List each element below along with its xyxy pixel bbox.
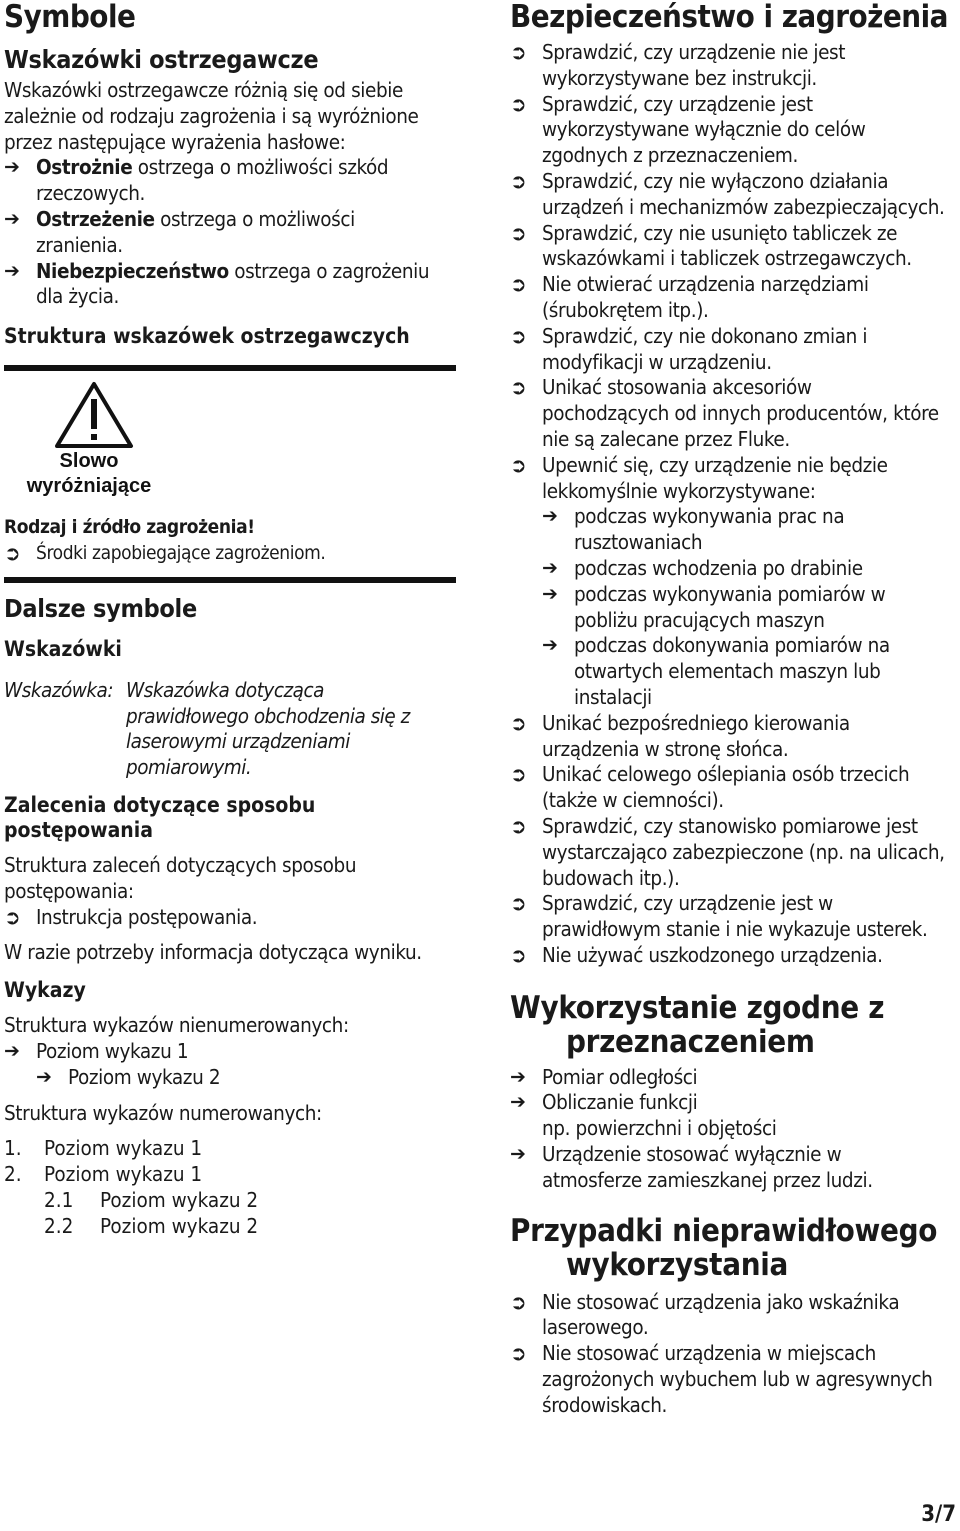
list-item: ➲ Unikać celowego oślepiania osób trzecich (także w ciemności). — [510, 762, 910, 813]
list-item: ➲ Sprawdzić, czy nie dokonano zmian i modyfikacji w urządzeniu. — [510, 323, 868, 374]
safety-list — [510, 40, 958, 969]
signal-word-list — [4, 155, 456, 310]
circle-arrow-icon: ➲ — [510, 323, 527, 348]
list-item: ➲ Unikać bezpośredniego kierowania urządzenia w stronę słońca. — [510, 710, 850, 761]
list-item: ➔ podczas wchodzenia po drabinie — [542, 555, 863, 580]
right-column — [510, 0, 958, 1419]
prevention-item: ➲ Środki zapobiegające zagrożeniom. — [4, 540, 326, 565]
circle-arrow-icon: ➲ — [510, 891, 527, 916]
list-item: ➲ Nie stosować urządzenia w miejscach zagrożonych wybuchem lub w agresywnych środowiskach. — [510, 1341, 933, 1417]
list-item: ➔ podczas wykonywania pomiarów w pobliżu pracujących maszyn — [542, 581, 886, 632]
arrow-icon: ➔ — [4, 259, 20, 282]
signal-word-item: ➔ Ostrożnie ostrzega o możliwości szkód rzeczowych. — [4, 155, 389, 206]
list-item: ➲ Upewnić się, czy urządzenie nie będzie lekkomyślnie wykorzystywane: — [510, 452, 888, 503]
circle-arrow-icon: ➲ — [510, 762, 527, 787]
arrow-icon: ➔ — [542, 634, 558, 657]
arrow-icon: ➔ — [510, 1065, 526, 1088]
list-item: ➔ Poziom wykazu 2 — [36, 1064, 221, 1089]
list-item: ➲ Nie używać uszkodzonego urządzenia. — [510, 942, 883, 967]
more-symbols-heading: Dalsze symbole — [4, 593, 197, 623]
note-label: Wskazówka: — [4, 677, 114, 702]
list-item: 2.2 Poziom wykazu 2 — [44, 1213, 259, 1238]
divider — [4, 577, 456, 583]
arrow-icon: ➔ — [4, 1039, 20, 1062]
hazard-text: Rodzaj i źródło zagrożenia! — [4, 516, 255, 539]
list-item: ➲ Sprawdzić, czy urządzenie nie jest wykorzystywane bez instrukcji. — [510, 40, 846, 90]
arrow-icon: ➔ — [542, 556, 558, 579]
list-item: ➲ Sprawdzić, czy nie usunięto tabliczek ze wskazówkami i tabliczek ostrzegawczych. — [510, 220, 912, 271]
misuse-heading: Przypadki nieprawidłowego wykorzystania — [510, 1212, 938, 1283]
structure-heading: Struktura wskazówek ostrzegawczych — [4, 324, 410, 349]
notes-heading: Wskazówki — [4, 636, 122, 661]
list-item: ➲ Nie stosować urządzenia jako wskaźnika laserowego. — [510, 1289, 900, 1340]
result-text: W razie potrzeby informacja dotycząca wyniku. — [4, 940, 422, 965]
signal-word-item: ➔ Ostrzeżenie ostrzega o możliwości zranienia. — [4, 206, 355, 257]
list-item: ➲ Sprawdzić, czy stanowisko pomiarowe jest wystarczająco zabezpieczone (np. na ulicach, budowach itp.). — [510, 813, 945, 890]
intended-use-list — [510, 1065, 958, 1194]
warning-example — [4, 371, 456, 521]
lists-heading: Wykazy — [4, 978, 86, 1003]
warnings-intro: Wskazówki ostrzegawcze różnią się od siebie zależnie od rodzaju zagrożenia i są wyróżnione przez następujące wyrażenia hasłowe: — [4, 78, 419, 154]
instructions-intro: Struktura zaleceń dotyczących sposobu postępowania: — [4, 852, 357, 903]
safety-heading: Bezpieczeństwo i zagrożenia — [510, 0, 948, 35]
instruction-item: ➲ Instrukcja postępowania. — [4, 904, 258, 929]
circle-arrow-icon: ➲ — [510, 452, 527, 477]
list-item: ➲ Sprawdzić, czy nie wyłączono działania urządzeń i mechanizmów zabezpieczających. — [510, 168, 945, 219]
note-example — [4, 678, 456, 781]
list-item: ➔ Poziom wykazu 1 — [4, 1038, 189, 1063]
list-item: ➲ Unikać stosowania akcesoriów pochodzących od innych producentów, które nie są zalecane przez Fluke. — [510, 375, 939, 451]
signal-word-label: Slowo wyróżniające — [26, 450, 152, 498]
circle-arrow-icon: ➲ — [510, 1289, 527, 1314]
circle-arrow-icon: ➲ — [510, 710, 527, 735]
circle-arrow-icon: ➲ — [510, 813, 527, 838]
circle-arrow-icon: ➲ — [510, 40, 527, 64]
list-item: ➔ podczas dokonywania pomiarów na otwartych elementach maszyn lub instalacji — [542, 633, 890, 709]
left-column — [4, 0, 456, 1240]
arrow-icon: ➔ — [36, 1065, 52, 1088]
list-item: 2. Poziom wykazu 1 — [4, 1162, 203, 1187]
list-item: ➔ Urządzenie stosować wyłącznie w atmosferze zamieszkanej przez ludzi. — [510, 1142, 873, 1192]
arrow-icon: ➔ — [4, 207, 20, 230]
circle-arrow-icon: ➲ — [4, 540, 21, 565]
circle-arrow-icon: ➲ — [510, 168, 527, 193]
circle-arrow-icon: ➲ — [510, 1341, 527, 1366]
list-item: 1. Poziom wykazu 1 — [4, 1136, 203, 1161]
circle-arrow-icon: ➲ — [510, 375, 527, 400]
page-number: 3/7 — [921, 1502, 956, 1527]
arrow-icon: ➔ — [542, 582, 558, 605]
signal-word-item: ➔ Niebezpieczeństwo ostrzega o zagrożeniu dla życia. — [4, 258, 430, 309]
list-item: ➔ podczas wykonywania prac na rusztowaniach — [542, 504, 845, 555]
warnings-heading: Wskazówki ostrzegawcze — [4, 45, 319, 74]
numbered-intro: Struktura wykazów numerowanych: — [4, 1100, 322, 1125]
list-item: ➲ Sprawdzić, czy urządzenie jest wykorzystywane wyłącznie do celów zgodnych z przeznaczeniem. — [510, 91, 866, 168]
numbered-list — [4, 1136, 456, 1239]
unnumbered-intro: Struktura wykazów nienumerowanych: — [4, 1013, 349, 1038]
arrow-icon: ➔ — [4, 156, 20, 179]
page-title: Symbole — [4, 0, 136, 35]
circle-arrow-icon: ➲ — [4, 904, 21, 929]
instructions-heading: Zalecenia dotyczące sposobu postępowania — [4, 792, 316, 842]
warning-triangle-icon — [54, 381, 134, 449]
circle-arrow-icon: ➲ — [510, 91, 527, 116]
arrow-icon: ➔ — [542, 505, 558, 528]
circle-arrow-icon: ➲ — [510, 272, 527, 297]
intended-use-heading: Wykorzystanie zgodne z przeznaczeniem — [510, 989, 885, 1060]
list-item: ➲ Nie otwierać urządzenia narzędziami (śrubokrętem itp.). — [510, 272, 869, 322]
arrow-icon: ➔ — [510, 1143, 526, 1166]
circle-arrow-icon: ➲ — [510, 942, 527, 967]
misuse-list — [510, 1290, 958, 1419]
list-item: 2.1 Poziom wykazu 2 — [44, 1187, 259, 1212]
list-item: ➲ Sprawdzić, czy urządzenie jest w prawidłowym stanie i nie wykazuje usterek. — [510, 891, 928, 942]
note-text: Wskazówka dotycząca prawidłowego obchodzenia się z laserowymi urządzeniami pomiarowymi. — [126, 677, 410, 780]
list-item: ➔ Obliczanie funkcji np. powierzchni i objętości — [510, 1090, 777, 1141]
arrow-icon: ➔ — [510, 1091, 526, 1114]
circle-arrow-icon: ➲ — [510, 220, 527, 245]
list-item: ➔ Pomiar odległości — [510, 1064, 698, 1089]
